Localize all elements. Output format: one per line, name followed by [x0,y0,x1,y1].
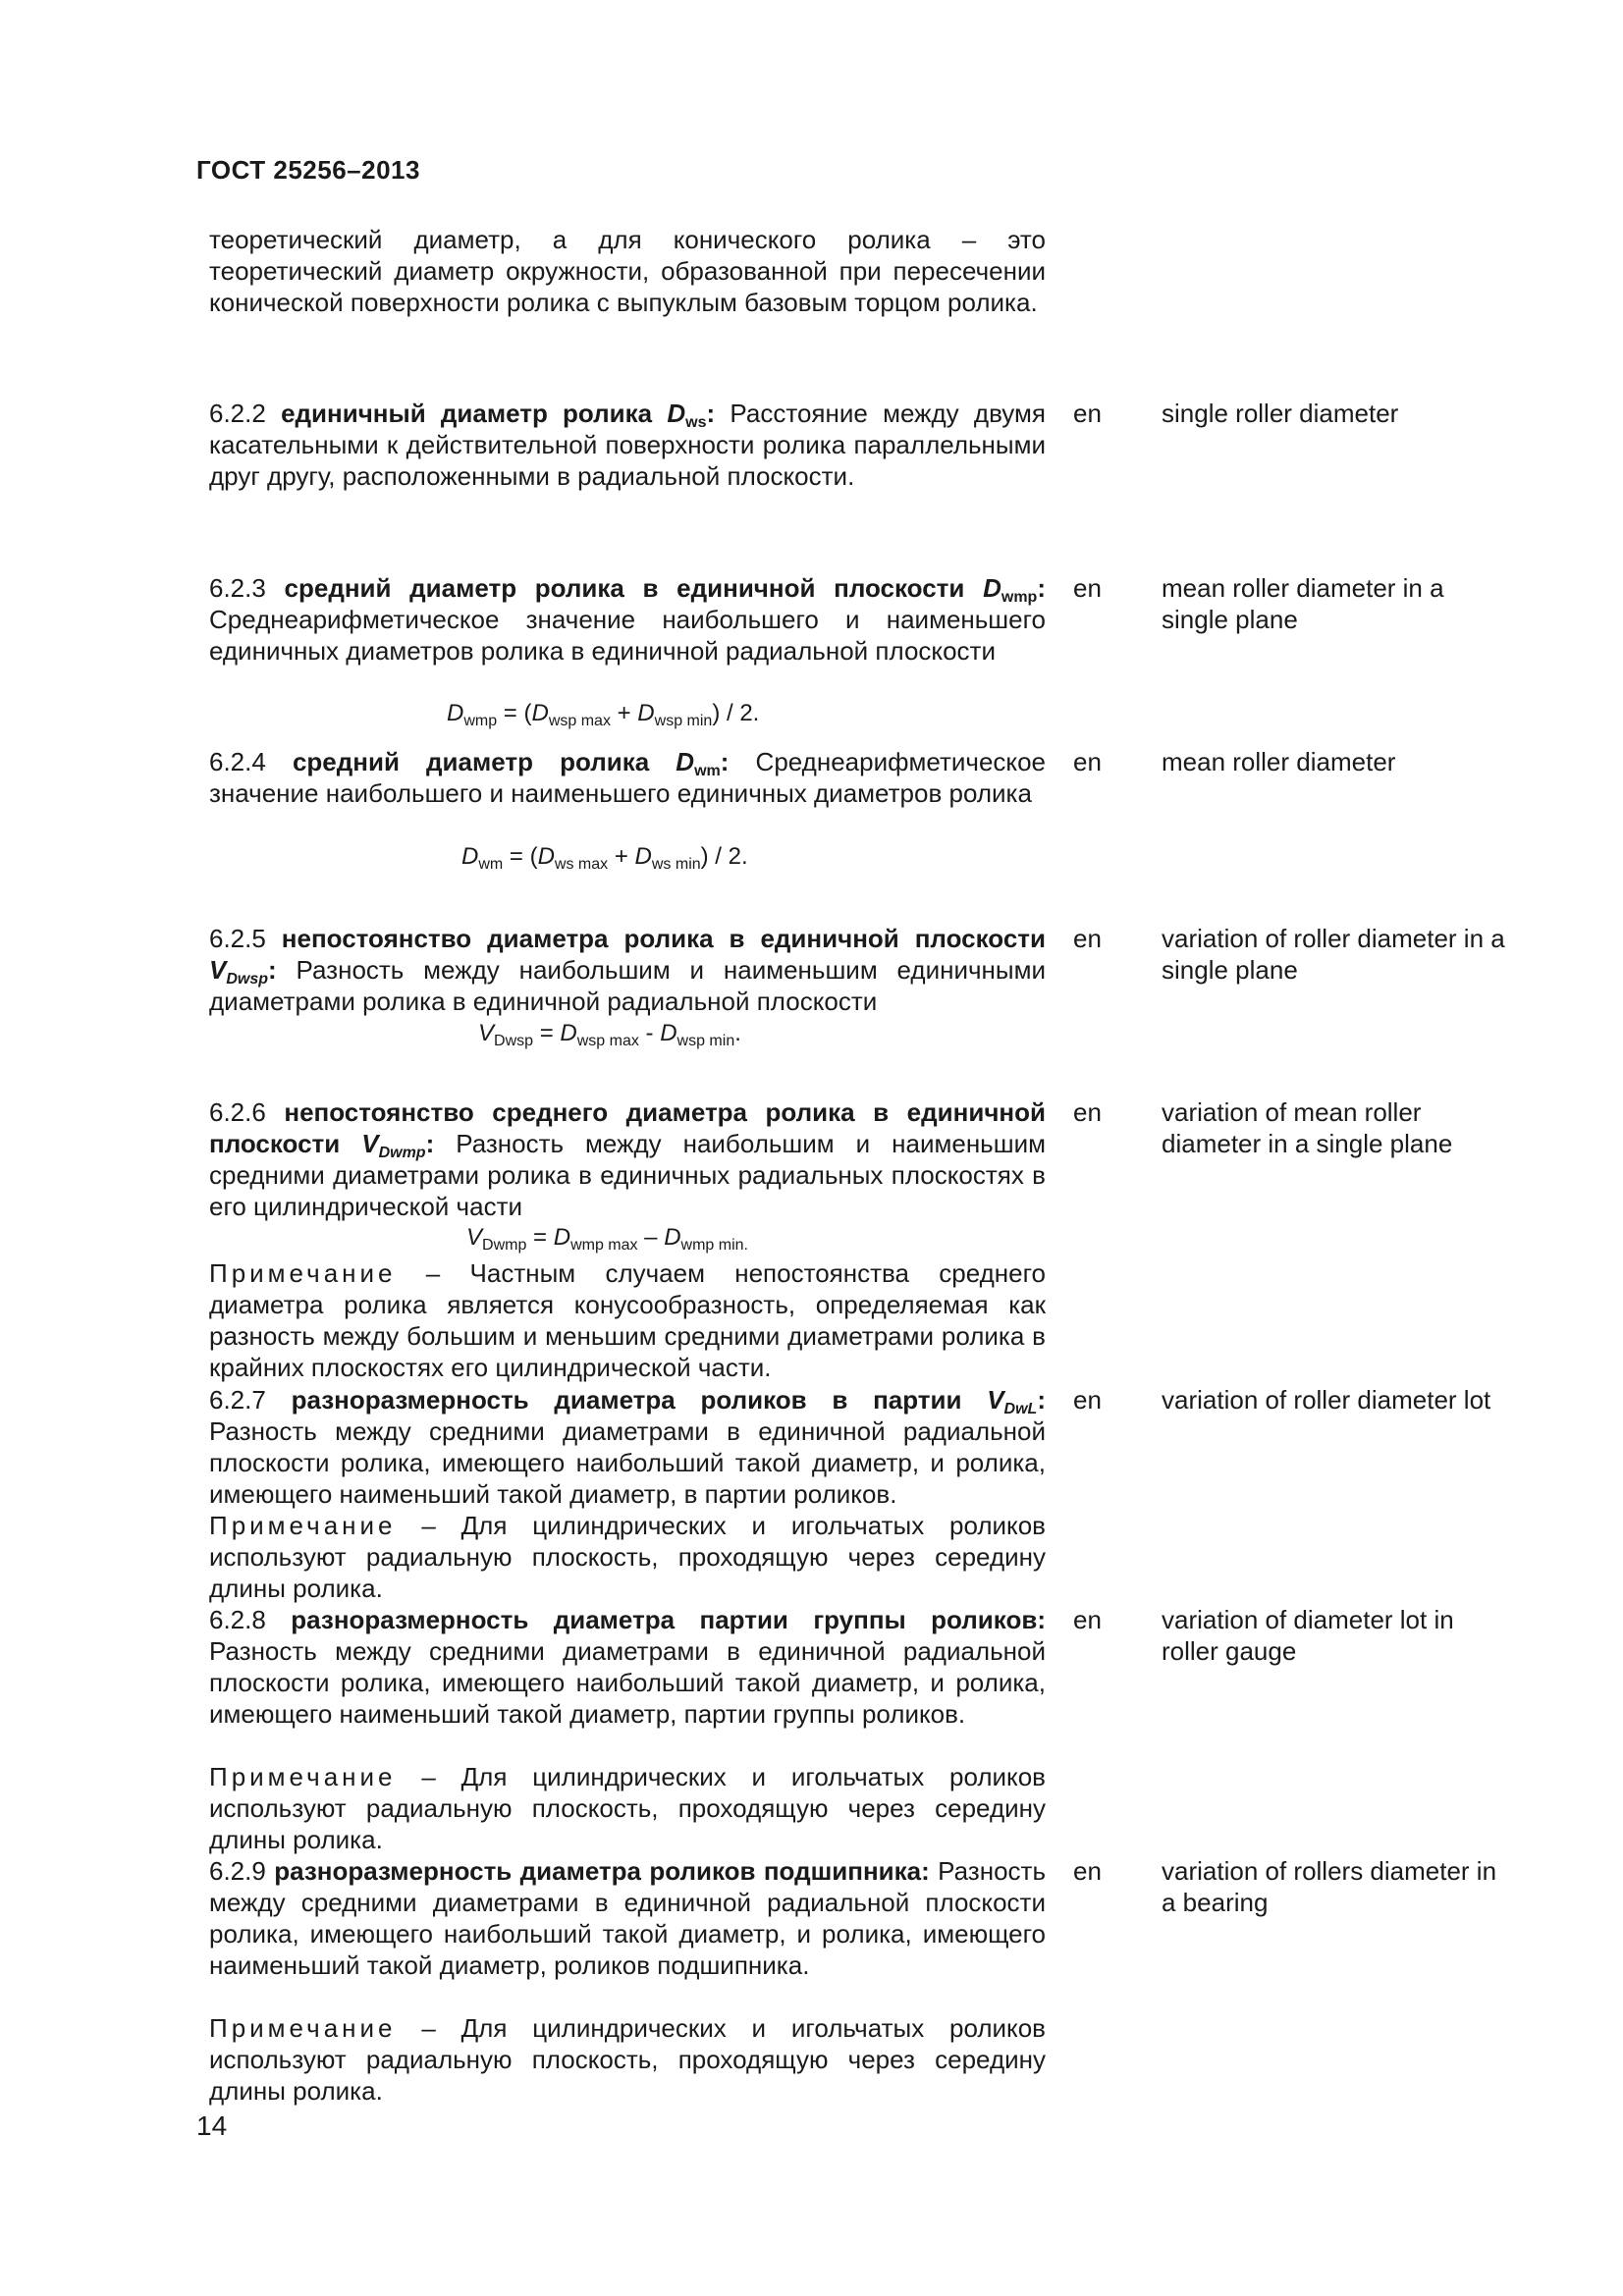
term-number: 6.2.7 [209,1385,266,1415]
term-symbol: D [983,573,1001,603]
term-name: единичный диаметр ролика [281,399,653,428]
term-definition: Разность между наибольшим и наименьшим единичными диаметрами ролика в единичной радиальной плоскости [209,955,1046,1016]
term-number: 6.2.2 [209,399,266,428]
term-english: variation of mean roller diameter in a single plane [1162,1097,1453,1158]
term-definition: Разность между средними диаметрами в единичной радиальной плоскости ролика, имеющего наибольший такой диаметр, и ролика, имеющего наименьший такой диаметр, в партии роликов. [209,1416,1046,1509]
term-name: средний диаметр ролика в единичной плоскости [284,573,965,603]
term-symbol-sub: Dwsp [226,971,269,988]
note-6-2-7 [209,1510,1046,1604]
term-definition: Разность между средними диаметрами в единичной радиальной плоскости ролика, имеющего наибольший такой диаметр, и ролика, имеющего наименьший такой диаметр, партии группы роликов. [209,1636,1046,1729]
term-lang: en [1073,1097,1102,1127]
term-number: 6.2.9 [209,1856,266,1886]
term-symbol: V [987,1385,1004,1415]
term-lang: en [1073,924,1102,953]
term-definition: Расстояние между двумя касательными к действительной поверхности ролика параллельными друг другу, расположенными в радиальной плоскости. [209,399,1046,491]
term-english: mean roller diameter in a single plane [1162,573,1444,634]
term-definition: Разность между средними диаметрами в единичной радиальной плоскости ролика, имеющего наибольший такой диаметр, и ролика, имеющего наименьший такой диаметр, роликов подшипника. [209,1856,1046,1980]
term-lang: en [1073,1385,1102,1415]
term-symbol: V [361,1129,379,1158]
term-lang: en [1073,1605,1102,1634]
note-6-2-6 [209,1257,1046,1383]
term-6-2-9: 6.2.9 разноразмерность диаметра роликов подшипника: Разность между средними диаметрами в единичной радиальной плоскости ролика, имеющего наибольший такой диаметр, и ролика, имеющего наименьший такой диаметр, роликов подшипника. [209,1856,1046,1980]
term-english: variation of rollers diameter in a bearing [1162,1856,1497,1917]
term-lang: en [1073,747,1102,776]
note-text: – Для цилиндрических и игольчатых роликов используют радиальную плоскость, проходящую через середину длины ролика. [209,1511,1046,1603]
term-definition: Разность между наибольшим и наименьшим средними диаметрами ролика в единичных радиальных плоскостях в его цилиндрической части [209,1129,1046,1221]
term-lang: en [1073,399,1102,428]
term-number: 6.2.6 [209,1097,266,1127]
note-6-2-8 [209,1761,1046,1855]
document-header: ГОСТ 25256–2013 [196,155,420,185]
note-label: Примечание [209,1258,397,1288]
term-symbol: D [676,747,695,776]
term-number: 6.2.3 [209,573,266,603]
intro-paragraph: теоретический диаметр, а для конического ролика – это теоретический диаметр окружности, образованной при пересечении конической поверхности ролика с выпуклым базовым торцом ролика. [209,225,1046,317]
note-text: – Для цилиндрических и игольчатых роликов используют радиальную плоскость, проходящую через середину длины ролика. [209,2013,1046,2106]
term-english: variation of diameter lot in roller gauge [1162,1605,1454,1666]
note-label: Примечание [209,2013,397,2043]
term-6-2-5: 6.2.5 непостоянство диаметра ролика в единичной плоскости $V_{Dwsp}$: Разность между наибольшим и наименьшим единичными диаметрами ролика в единичной радиальной плоскости [209,924,1046,1016]
term-6-2-2: 6.2.2 единичный диаметр ролика $D_{ws}$: Расстояние между двумя касательными к действительной поверхности ролика параллельными друг другу, расположенными в радиальной плоскости. [209,399,1046,491]
term-english: single roller diameter [1162,399,1399,428]
formula-6-2-3: $D_{wmp} = (D_{wsp max} + D_{wsp min}) / 2$. [447,700,760,729]
term-definition: Среднеарифметическое значение наибольшего и наименьшего единичных диаметров ролика [209,747,1046,808]
note-label: Примечание [209,1511,397,1540]
term-symbol-sub: wm [694,763,721,779]
term-6-2-6: 6.2.6 непостоянство среднего диаметра ролика в единичной плоскости $V_{Dwmp}$: Разность между наибольшим и наименьшим средними диаметрами ролика в единичных радиальных плоскостях в его цилиндрической части [209,1097,1046,1221]
term-symbol-sub: ws [685,414,707,431]
note-text: – Для цилиндрических и игольчатых роликов используют радиальную плоскость, проходящую через середину длины ролика. [209,1762,1046,1854]
term-6-2-3: 6.2.3 средний диаметр ролика в единичной плоскости $D_{wmp}$: Среднеарифметическое значение наибольшего и наименьшего единичных диаметров ролика в единичной радиальной плоскости [209,573,1046,666]
formula-6-2-5: $V_{Dwsp} = D_{wsp max} - D_{wsp min}$. [478,1020,741,1049]
term-symbol-sub: DwL [1003,1401,1038,1417]
term-number: 6.2.4 [209,747,266,776]
page-number: 14 [196,2110,228,2141]
term-name: средний диаметр ролика [292,747,650,776]
note-6-2-9 [209,2012,1046,2107]
term-english: mean roller diameter [1162,747,1396,776]
term-english: variation of roller diameter lot [1162,1385,1491,1415]
term-english: variation of roller diameter in a single plane [1162,924,1505,985]
term-symbol-sub: wmp [1001,589,1038,606]
term-lang: en [1073,1856,1102,1886]
term-6-2-4: 6.2.4 средний диаметр ролика $D_{wm}$: Среднеарифметическое значение наибольшего и наименьшего единичных диаметров ролика [209,747,1046,808]
formula-6-2-4: $D_{wm} = (D_{ws max} + D_{ws min}) / 2$. [461,843,748,873]
term-name: разноразмерность диаметра роликов в партии [291,1385,962,1415]
term-symbol-sub: Dwmp [378,1145,426,1161]
note-label: Примечание [209,1762,397,1791]
term-number: 6.2.5 [209,924,266,953]
term-number: 6.2.8 [209,1605,266,1634]
term-name: непостоянство диаметра ролика в единичной плоскости [281,924,1046,953]
term-symbol: D [667,399,686,428]
formula-6-2-6: $V_{Dwmp} = D_{wmp max} - D_{wmp min.}$ [466,1224,748,1254]
term-6-2-7: 6.2.7 разноразмерность диаметра роликов в партии $V_{DwL}$: Разность между средними диаметрами в единичной радиальной плоскости ролика, имеющего наибольший такой диаметр, и ролика, имеющего наименьший такой диаметр, в партии роликов. [209,1385,1046,1509]
term-6-2-8: 6.2.8 разноразмерность диаметра партии группы роликов: Разность между средними диаметрами в единичной радиальной плоскости ролика, имеющего наибольший такой диаметр, и ролика, имеющего наименьший такой диаметр, партии группы роликов. [209,1605,1046,1729]
term-name: разноразмерность диаметра роликов подшипника [274,1856,922,1886]
term-name: непостоянство среднего диаметра ролика в единичной плоскости [209,1097,1046,1158]
term-symbol: V [209,955,227,985]
note-text: – Частным случаем непостоянства среднего диаметра ролика является конусообразность, определяемая как разность между большим и меньшим средними диаметрами ролика в крайних плоскостях его цилиндрической части. [209,1258,1046,1382]
term-lang: en [1073,573,1102,603]
term-definition: Среднеарифметическое значение наибольшего и наименьшего единичных диаметров ролика в единичной радиальной плоскости [209,605,1046,666]
term-name: разноразмерность диаметра партии группы роликов [291,1605,1038,1634]
